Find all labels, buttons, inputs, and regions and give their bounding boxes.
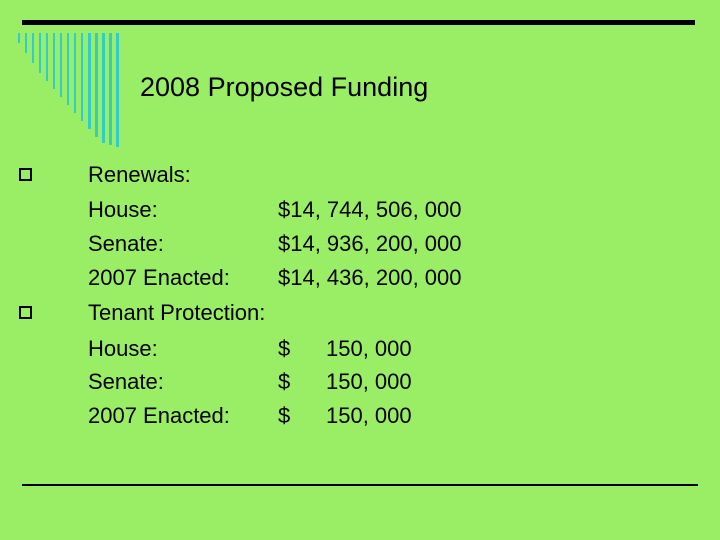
stripe (102, 33, 105, 143)
stripe (109, 33, 112, 145)
stripe (74, 33, 76, 113)
row-amount: $14, 936, 200, 000 (278, 231, 462, 256)
bullet-box-icon (19, 306, 32, 319)
decorative-stripes (14, 33, 124, 148)
row-amount: $14, 744, 506, 000 (278, 197, 462, 222)
row-label: House: (88, 336, 158, 361)
stripe (95, 33, 98, 137)
row-amount: 150, 000 (326, 403, 412, 428)
row-label: Senate: (88, 369, 164, 394)
stripe (25, 33, 27, 53)
top-divider (22, 20, 695, 25)
row-amount: $14, 436, 200, 000 (278, 265, 462, 290)
stripe (88, 33, 91, 129)
bullet-box-icon (19, 168, 32, 181)
section-heading-tenant-protection: Tenant Protection: (88, 300, 266, 325)
stripe (32, 33, 34, 63)
stripe (67, 33, 69, 105)
stripe (81, 33, 83, 121)
row-label: 2007 Enacted: (88, 403, 230, 428)
stripe (46, 33, 48, 81)
stripe (18, 33, 20, 43)
stripe (39, 33, 41, 73)
row-currency: $ (278, 369, 291, 394)
stripe (60, 33, 62, 97)
row-amount: 150, 000 (326, 336, 412, 361)
row-currency: $ (278, 336, 291, 361)
section-heading-renewals: Renewals: (88, 162, 191, 187)
stripe (53, 33, 55, 89)
row-label: House: (88, 197, 158, 222)
row-currency: $ (278, 403, 291, 428)
row-label: Senate: (88, 231, 164, 256)
stripe (116, 33, 119, 147)
row-amount: 150, 000 (326, 369, 412, 394)
slide-title: 2008 Proposed Funding (140, 72, 429, 102)
bottom-divider (22, 484, 698, 486)
row-label: 2007 Enacted: (88, 265, 230, 290)
